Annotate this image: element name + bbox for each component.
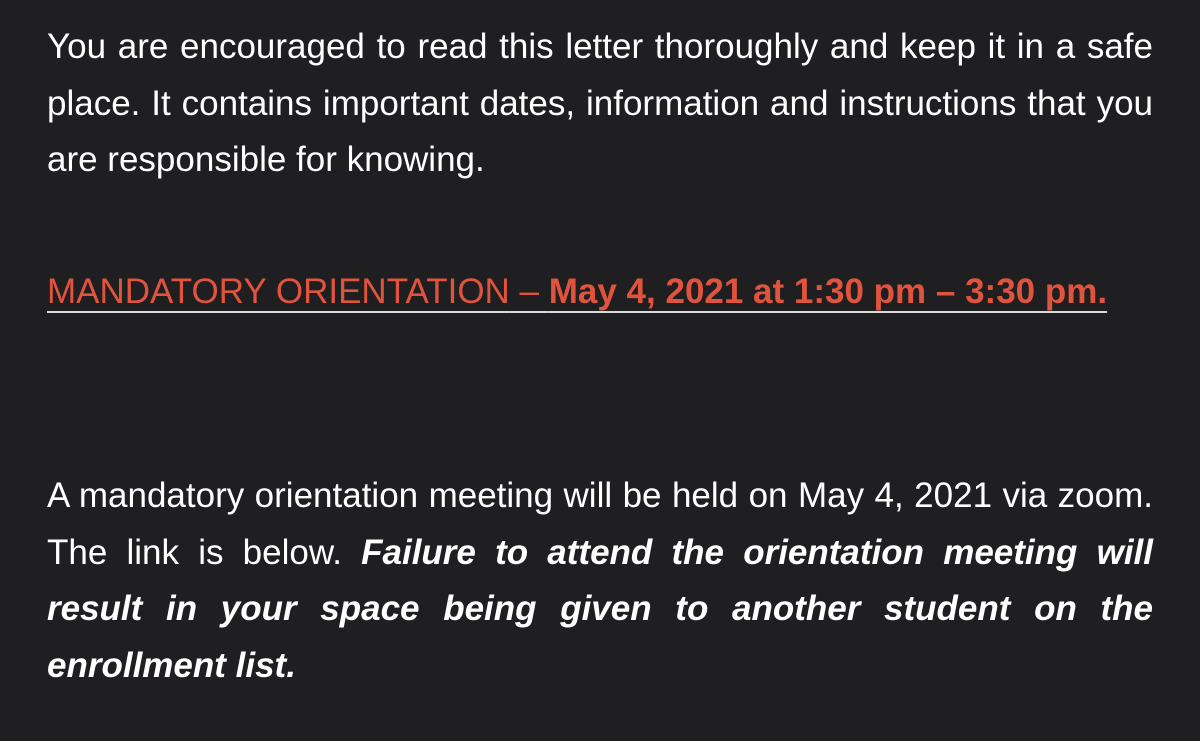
orientation-heading — [47, 239, 1153, 345]
orientation-heading-datetime: May 4, 2021 at 1:30 pm – 3:30 pm. — [548, 272, 1108, 311]
orientation-heading-label: MANDATORY ORIENTATION — [47, 272, 510, 311]
orientation-warning: Failure to attend the orientation meeting will result in your space being given to another student on the enrollment list. — [47, 532, 1153, 685]
orientation-paragraph-text: A mandatory orientation meeting will be held on May 4, 2021 via zoom. The link is below. — [47, 476, 1153, 572]
intro-paragraph: You are encouraged to read this letter thoroughly and keep it in a safe place. It contains important dates, information and instructions that you are responsible for knowing. — [47, 27, 1153, 179]
orientation-paragraph — [47, 468, 1153, 694]
orientation-heading-separator: – — [509, 272, 549, 311]
